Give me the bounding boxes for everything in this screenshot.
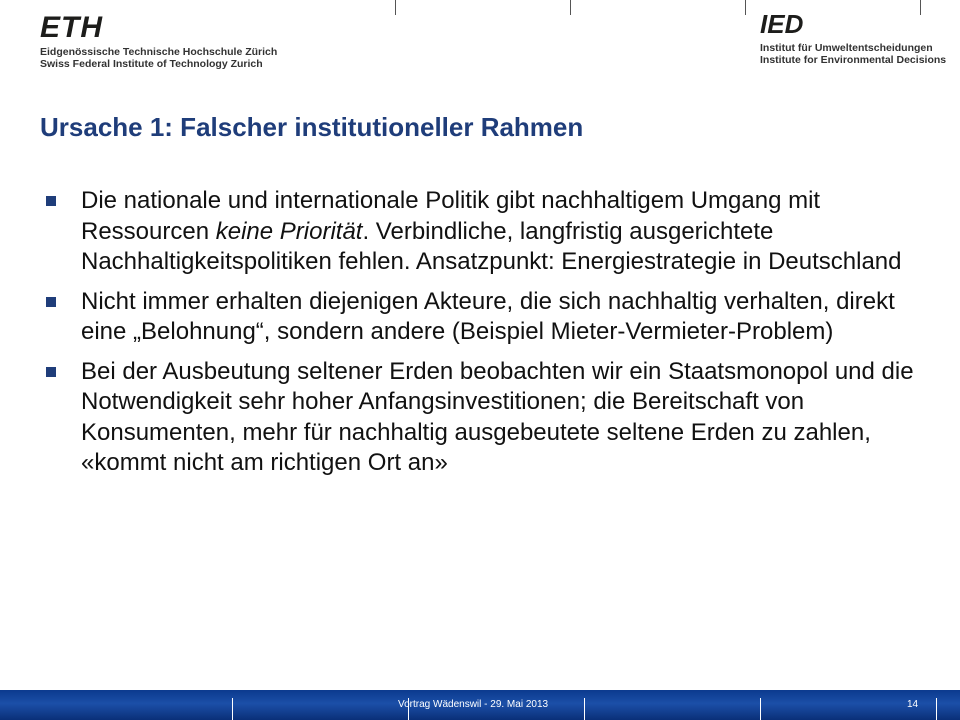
header-divider: [570, 0, 571, 15]
footer-divider: [232, 698, 233, 720]
eth-logo-mark: ETH: [40, 11, 103, 44]
bullet-item: [40, 357, 920, 479]
ied-logo-line2: Institute for Environmental Decisions: [760, 54, 947, 66]
bullet-text-part: . Verbindliche, langfristig ausgerichtete Nachhaltigkeitspolitiken fehlen. Ansatzpunkt: Energiestrategie in Deutschland: [81, 217, 902, 275]
footer-divider: [936, 698, 937, 720]
ied-logo: [760, 10, 950, 66]
square-bullet-icon: [46, 297, 56, 307]
bullet-text: Nicht immer erhalten diejenigen Akteure, die sich nachhaltig verhalten, direkt eine „Belohnung“, sondern andere (Beispiel Mieter-Vermieter-Problem): [81, 287, 895, 345]
footer-divider: [760, 698, 761, 720]
header-divider: [395, 0, 396, 15]
page-number: 14: [907, 699, 919, 710]
bullet-list: [40, 186, 920, 488]
bullet-text: Bei der Ausbeutung seltener Erden beobachten wir ein Staatsmonopol und die Notwendigkeit sehr hoher Anfangsinvestitionen; die Bereitschaft von Konsumenten, mehr für nachhaltig ausgebeutete seltene Erden zu zahlen, «kommt nicht am richtigen Ort an»: [81, 357, 914, 476]
ied-logo-line1: Institut für Umweltentscheidungen: [760, 42, 933, 54]
eth-logo-line1: Eidgenössische Technische Hochschule Zürich: [40, 46, 278, 58]
footer-presentation-info: Vortrag Wädenswil - 29. Mai 2013: [398, 699, 549, 710]
square-bullet-icon: [46, 367, 56, 377]
header-divider: [745, 0, 746, 15]
bullet-emphasis: keine Priorität: [215, 217, 363, 245]
eth-logo: [40, 11, 300, 70]
bullet-text-part: Die nationale und internationale Politik gibt nachhaltigem Umgang mit Ressourcen: [81, 187, 821, 245]
footer-bar: [0, 690, 960, 720]
footer-divider: [584, 698, 585, 720]
bullet-text: [81, 186, 920, 278]
ied-logo-mark: IED: [760, 9, 804, 39]
square-bullet-icon: [46, 196, 56, 206]
bullet-item: [40, 186, 920, 278]
bullet-item: [40, 287, 920, 348]
slide-title: Ursache 1: Falscher institutioneller Rahmen: [40, 112, 584, 142]
eth-logo-line2: Swiss Federal Institute of Technology Zurich: [40, 58, 263, 70]
